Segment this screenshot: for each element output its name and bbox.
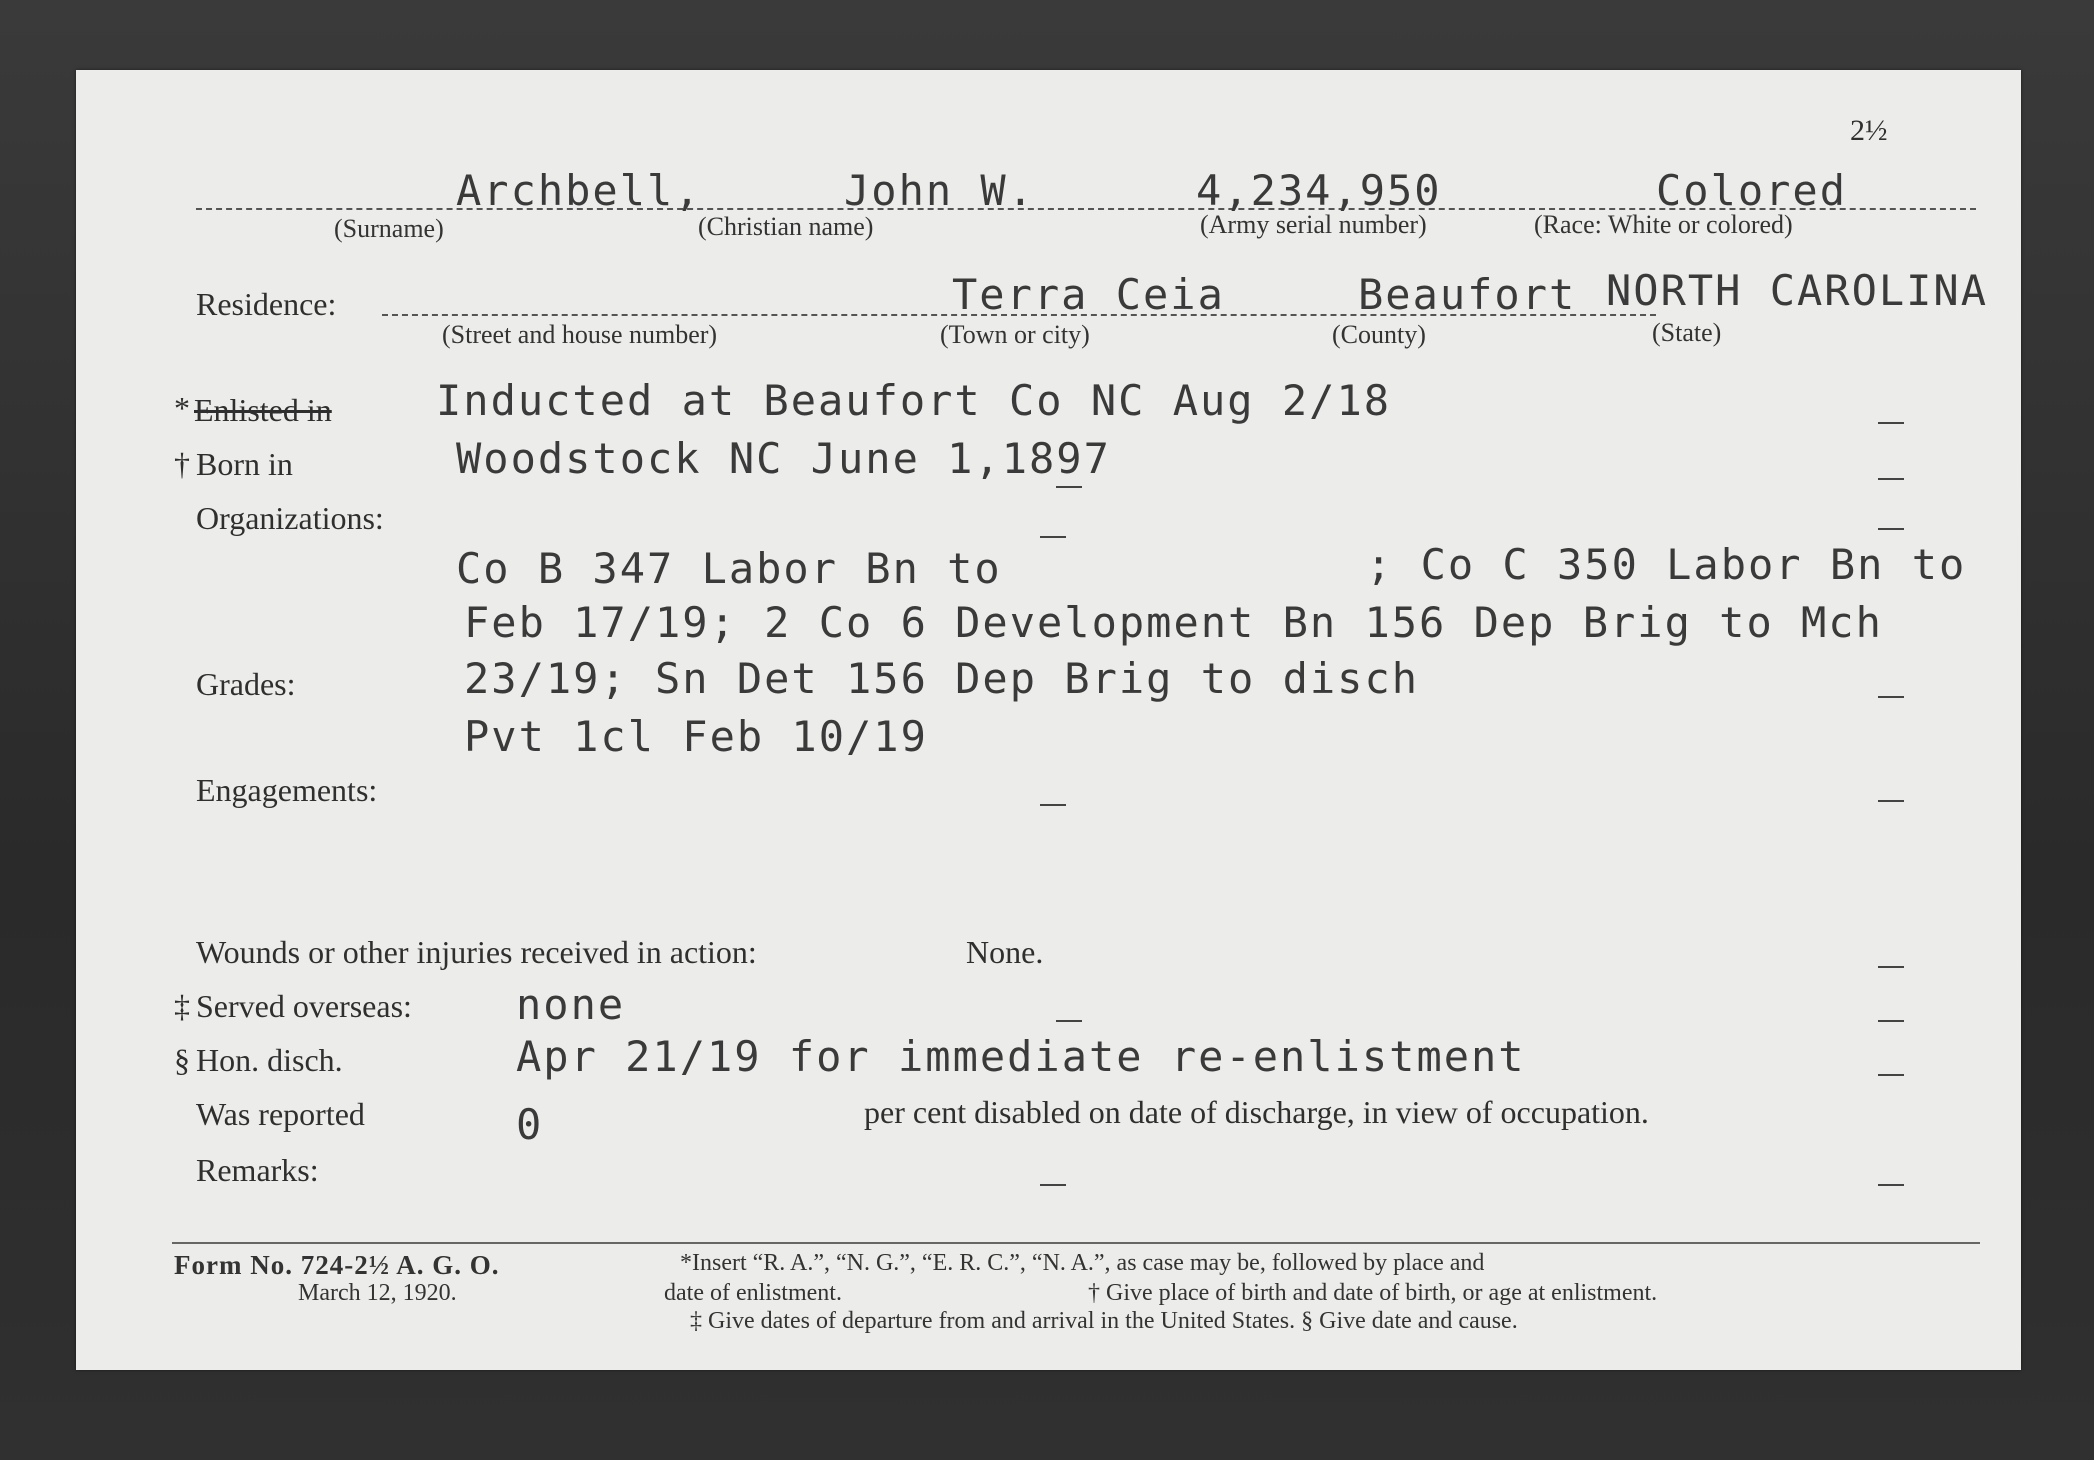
race-value: Colored: [1656, 166, 1848, 215]
surname-value: Archbell,: [456, 166, 702, 215]
engagements-dash: [1878, 800, 1904, 802]
hon-disch-label: Hon. disch.: [196, 1042, 343, 1078]
engagements-dash-mid: [1040, 804, 1066, 806]
hon-disch-value: Apr 21/19 for immediate re-enlistment: [516, 1032, 1526, 1081]
footer-rule: [172, 1242, 1980, 1244]
remarks-dash-mid: [1040, 1184, 1066, 1186]
organizations-line3: 23/19; Sn Det 156 Dep Brig to disch: [464, 654, 1420, 703]
born-value: Woodstock NC June 1,1897: [456, 434, 1111, 483]
serial-number-value: 4,234,950: [1196, 166, 1442, 215]
served-overseas-dash-mid: [1056, 1020, 1082, 1022]
organizations-label: Organizations:: [196, 500, 384, 536]
organizations-dash-mid: [1040, 536, 1066, 538]
street-caption: (Street and house number): [442, 320, 718, 349]
organizations-line1-a: Co B 347 Labor Bn to: [456, 544, 1002, 593]
christian-name-caption: (Christian name): [698, 212, 874, 241]
grades-dash: [1878, 696, 1904, 698]
corner-number: 2½: [1850, 114, 1888, 147]
residence-label: Residence:: [196, 286, 337, 322]
grades-value: Pvt 1cl Feb 10/19: [464, 712, 928, 761]
enlisted-label: Enlisted in: [194, 392, 332, 428]
was-reported-value: 0: [516, 1100, 544, 1149]
was-reported-suffix: per cent disabled on date of discharge, in view of occupation.: [864, 1094, 1649, 1130]
was-reported-label: Was reported: [196, 1096, 365, 1132]
organizations-line2: Feb 17/19; 2 Co 6 Development Bn 156 Dep Brig to Mch: [464, 598, 1883, 647]
remarks-dash: [1878, 1184, 1904, 1186]
engagements-label: Engagements:: [196, 772, 378, 808]
footnote-insert: *Insert “R. A.”, “N. G.”, “E. R. C.”, “N. A.”, as case may be, followed by place and: [680, 1250, 1485, 1276]
wounds-dash: [1878, 966, 1904, 968]
state-caption: (State): [1652, 318, 1722, 347]
footnote-overseas-discharge: ‡ Give dates of departure from and arrival in the United States. § Give date and cause.: [690, 1308, 1518, 1334]
organizations-dash: [1878, 528, 1904, 530]
served-overseas-label: Served overseas:: [196, 988, 412, 1024]
remarks-label: Remarks:: [196, 1152, 319, 1188]
hon-disch-marker: §: [174, 1042, 190, 1078]
enlisted-value: Inducted at Beaufort Co NC Aug 2/18: [436, 376, 1392, 425]
born-dash-mid: [1056, 486, 1082, 488]
residence-state-value: NORTH CAROLINA: [1606, 266, 1989, 315]
hon-disch-dash: [1878, 1074, 1904, 1076]
wounds-label: Wounds or other injuries received in action:: [196, 934, 757, 970]
organizations-line1-b: ; Co C 350 Labor Bn to: [1366, 540, 1967, 589]
form-number: Form No. 724-2½ A. G. O.: [174, 1250, 500, 1280]
county-caption: (County): [1332, 320, 1426, 349]
residence-town-value: Terra Ceia: [952, 270, 1225, 319]
born-label: Born in: [196, 446, 293, 482]
born-marker: †: [174, 446, 190, 482]
footnote-birth: † Give place of birth and date of birth, or age at enlistment.: [1088, 1280, 1658, 1306]
born-dash: [1878, 478, 1904, 480]
christian-name-value: John W.: [844, 166, 1036, 215]
enlisted-marker: *: [174, 390, 190, 426]
residence-county-value: Beaufort: [1358, 270, 1577, 319]
enlisted-dash: [1878, 422, 1904, 424]
served-overseas-dash: [1878, 1020, 1904, 1022]
surname-caption: (Surname): [334, 214, 444, 243]
grades-label: Grades:: [196, 666, 296, 702]
served-overseas-marker: ‡: [174, 988, 190, 1024]
form-date: March 12, 1920.: [298, 1280, 457, 1306]
service-record-card: [76, 70, 2021, 1370]
race-caption: (Race: White or colored): [1534, 210, 1793, 239]
served-overseas-value: none: [516, 980, 626, 1029]
footnote-enlistment-date: date of enlistment.: [664, 1280, 842, 1306]
town-caption: (Town or city): [940, 320, 1090, 349]
wounds-value: None.: [966, 934, 1044, 970]
serial-number-caption: (Army serial number): [1200, 210, 1427, 239]
